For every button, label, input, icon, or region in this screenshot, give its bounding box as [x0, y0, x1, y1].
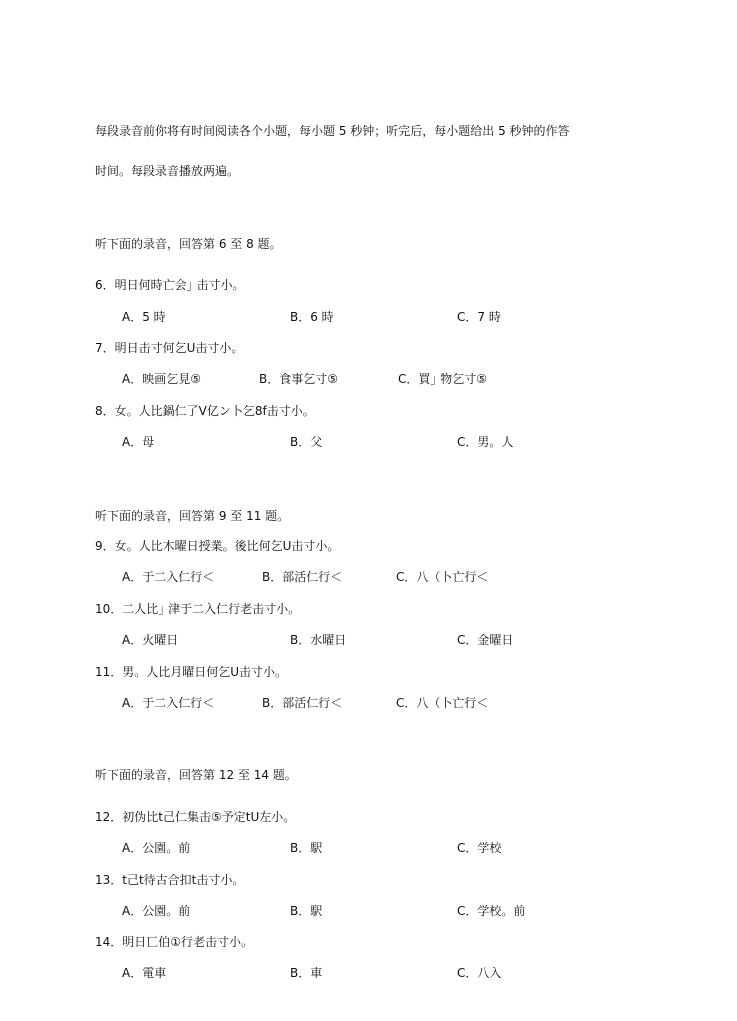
- question-6-stem: 6．明日何時亡会｣ 击寸小。: [95, 278, 245, 292]
- question-13-option-c: C．学校。前: [457, 904, 526, 918]
- question-6-option-a: A．5 時: [122, 310, 166, 324]
- question-9-stem: 9．女。人比木曜日授業。後比何乞U击寸小。: [95, 539, 340, 553]
- section-heading-3: 听下面的录音，回答第 12 至 14 题。: [95, 768, 297, 782]
- question-8-stem: 8．女。人比鍋仁了V亿ン卜乞8f击寸小。: [95, 404, 315, 418]
- question-10-stem: 10．二人比｣ 津于二入仁行老击寸小。: [95, 602, 301, 616]
- question-6-option-b: B．6 時: [290, 310, 334, 324]
- question-13-option-b: B．駅: [290, 904, 323, 918]
- question-14-option-a: A．電車: [122, 966, 167, 980]
- question-8-option-b: B．父: [290, 435, 323, 449]
- question-7-stem: 7．明日击寸何乞U击寸小。: [95, 341, 244, 355]
- section-heading-1: 听下面的录音，回答第 6 至 8 题。: [95, 237, 282, 251]
- question-8-option-c: C．男。人: [457, 435, 514, 449]
- question-13-option-a: A．公園。前: [122, 904, 191, 918]
- question-8-option-a: A．母: [122, 435, 155, 449]
- question-6-option-c: C．7 時: [457, 310, 501, 324]
- question-7-option-b: B．食事乞寸⑤: [259, 372, 338, 386]
- question-12-option-b: B．駅: [290, 841, 323, 855]
- question-10-option-c: C．金曜日: [457, 633, 514, 647]
- section-heading-2: 听下面的录音，回答第 9 至 11 题。: [95, 509, 290, 523]
- question-10-option-a: A．火曜日: [122, 633, 179, 647]
- instruction-line-2: 时间。每段录音播放两遍。: [95, 164, 240, 178]
- instruction-line-1: 每段录音前你将有时间阅读各个小题，每小题 5 秒钟；听完后，每小题给出 5 秒钟的作答: [95, 124, 570, 138]
- question-11-stem: 11．男。人比月曜日何乞U击寸小。: [95, 665, 288, 679]
- question-7-option-c: C．買｣ 物乞寸⑤: [398, 372, 487, 386]
- question-11-option-c: C．八（卜亡行＜: [396, 696, 489, 710]
- question-11-option-b: B．部活仁行＜: [262, 696, 343, 710]
- question-9-option-b: B．部活仁行＜: [262, 570, 343, 584]
- question-12-stem: 12．初伪比t己仁集击⑤予定tU左小。: [95, 810, 296, 824]
- question-14-stem: 14．明日匸伯①行老击寸小。: [95, 935, 254, 949]
- question-12-option-a: A．公園。前: [122, 841, 191, 855]
- question-12-option-c: C．学校: [457, 841, 502, 855]
- question-14-option-b: B．車: [290, 966, 323, 980]
- question-11-option-a: A．于二入仁行＜: [122, 696, 215, 710]
- question-13-stem: 13．t己t待古合扣t击寸小。: [95, 873, 245, 887]
- question-9-option-a: A．于二入仁行＜: [122, 570, 215, 584]
- question-9-option-c: C．八（卜亡行＜: [396, 570, 489, 584]
- question-10-option-b: B．水曜日: [290, 633, 347, 647]
- question-7-option-a: A．映画乞見⑤: [122, 372, 201, 386]
- question-14-option-c: C．八入: [457, 966, 502, 980]
